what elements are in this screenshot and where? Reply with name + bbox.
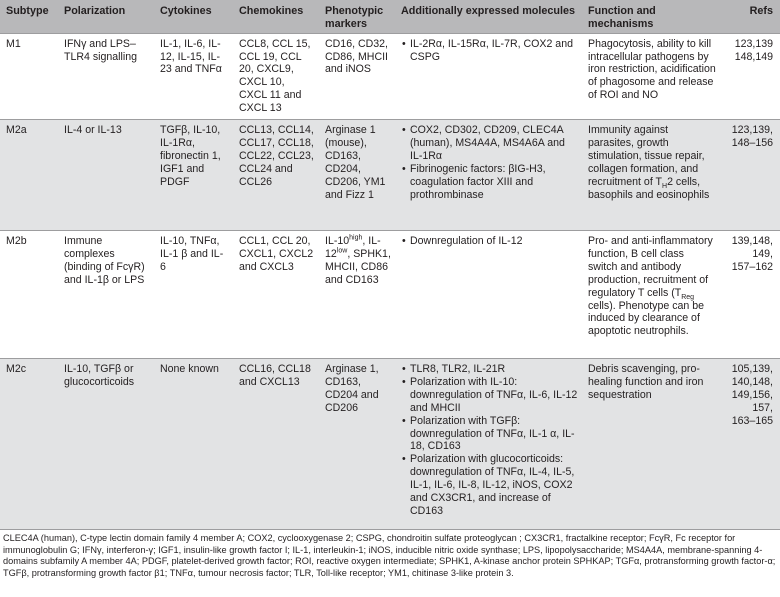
chemokines-cell: CCL16, CCL18 and CXCL13 (233, 359, 319, 530)
molecule-bullet: • Polarization with IL-10: downregulation of TNFα, IL-6, IL-12 and MHCII (401, 376, 578, 415)
cytokines-cell: None known (154, 359, 233, 530)
header-refs: Refs (749, 5, 773, 17)
marker-il12-sup: low (336, 247, 348, 255)
table-row-m2b (0, 231, 780, 359)
molecule-bullet: • Downregulation of IL-12 (401, 235, 578, 248)
function-cell (582, 120, 720, 231)
marker-il10-sup: high (349, 234, 363, 242)
refs-cell: 123,139 148,149 (720, 33, 780, 119)
header-molecules: Additionally expressed molecules (401, 5, 576, 17)
molecule-bullet: • Polarization with glucocorticoids: downregulation of TNFα, IL-4, IL-5, IL-1, IL-6, IL-8, IL-12, iNOS, COX2 and CX3CR1, and increase of CD163 (401, 453, 578, 518)
polarization-cell: IL-4 or IL-13 (58, 120, 154, 231)
function-text: Pro- and anti-inflammatory function, B cell class switch and antibody production, recruitment of regulatory T cells (T (588, 235, 713, 299)
molecules-cell (395, 120, 582, 231)
function-text-end: 2 cells, basophils and eosinophils (588, 175, 710, 201)
molecules-cell (395, 33, 582, 119)
function-text: Immunity against parasites, growth stimulation, tissue repair, collagen formation, and recruitment of T (588, 124, 705, 188)
header-chemokines: Chemokines (239, 5, 304, 17)
chemokines-cell: CCL8, CCL 15, CCL 19, CCL 20, CXCL9, CXCL 10, CXCL 11 and CXCL 13 (233, 33, 319, 119)
function-cell: Debris scavenging, pro-healing function and iron sequestration (582, 359, 720, 530)
table-bottom-rule (0, 529, 780, 530)
subtype-cell: M2c (0, 359, 58, 530)
marker-il10: IL-10 (325, 235, 350, 248)
header-cytokines: Cytokines (160, 5, 212, 17)
markers-cell: $IL-10^{high}$, $IL-12^{low}$, SPHK1, MHCII, CD86 and CD163 (319, 231, 395, 359)
header-row (0, 0, 780, 33)
marker-rest: SPHK1, MHCII, CD86 and CD163 (325, 247, 391, 286)
marker-il12: IL-12 (325, 235, 381, 260)
function-subscript: H (662, 182, 668, 190)
polarization-cell: Immune complexes (binding of FcγR) and IL-1β or LPS (58, 231, 154, 359)
cytokines-cell: IL-1, IL-6, IL-12, IL-15, IL-23 and TNFα (154, 33, 233, 119)
cytokines-cell: IL-10, TNFα, IL-1 β and IL-6 (154, 231, 233, 359)
subtype-cell: M2b (0, 231, 58, 359)
function-text-end: cells). Phenotype can be induced by clearance of apoptotic neutrophils. (588, 299, 705, 338)
table-footnote: CLEC4A (human), C-type lectin domain family 4 member A; COX2, cyclooxygenase 2; CSPG, chondroitin sulfate proteoglycan ; CX3CR1, fractalkine receptor; FcγR, Fc receptor for immunoglobulin G; IFNγ, interferon-γ; IGF1, insulin-like growth factor I; IL-1, interleukin-1; iNOS, inducible nitric oxide synthase; LPS, lipopolysaccharide; MS4A4A, membrane-spanning 4-domains subfamily A member 4A; PDGF, platelet-derived growth factor; ROI, reactive oxygen intermediate; SPHK1, A-kinase anchor protein SPHKAP; TGFα, protransforming growth factor-α; TGFβ, protransforming growth factor β1; TNFα, tumour necrosis factor; TLR, Toll-like receptor; YM1, chitinase 3-like protein 3. (3, 533, 776, 578)
chemokines-cell: CCL1, CCL 20, CXCL1, CXCL2 and CXCL3 (233, 231, 319, 359)
molecule-bullet: • COX2, CD302, CD209, CLEC4A (human), MS4A4A, MS4A6A and IL-1Rα (401, 124, 578, 163)
molecules-cell (395, 231, 582, 359)
molecule-bullet: • Polarization with TGFβ: downregulation of TNFα, IL-1 α, IL-18, CD163 (401, 415, 578, 454)
molecule-bullet: • TLR8, TLR2, IL-21R (401, 363, 578, 376)
refs-cell: 105,139, 140,148, 149,156, 157, 163–165 (720, 359, 780, 530)
molecule-bullet: • Fibrinogenic factors: βIG-H3, coagulation factor XIII and prothrombinase (401, 163, 578, 202)
table-row-m1 (0, 33, 780, 119)
chemokines-cell: CCL13, CCL14, CCL17, CCL18, CCL22, CCL23, CCL24 and CCL26 (233, 120, 319, 231)
markers-cell: CD16, CD32, CD86, MHCII and iNOS (319, 33, 395, 119)
header-subtype: Subtype (6, 5, 49, 17)
subtype-cell: M2a (0, 120, 58, 231)
markers-cell: Arginase 1, CD163, CD204 and CD206 (319, 359, 395, 530)
molecules-cell (395, 359, 582, 530)
markers-cell: Arginase 1 (mouse), CD163, CD204, CD206, YM1 and Fizz 1 (319, 120, 395, 231)
function-cell: Phagocytosis, ability to kill intracellular pathogens by iron restriction, acidification of phagosome and release of ROI and NO (582, 33, 720, 119)
function-subscript: Reg (681, 293, 695, 301)
header-polarization: Polarization (64, 5, 126, 17)
polarization-cell: IL-10, TGFβ or glucocorticoids (58, 359, 154, 530)
table-row-m2c (0, 359, 780, 530)
table-row-m2a (0, 120, 780, 231)
refs-cell: 123,139, 148–156 (720, 120, 780, 231)
refs-cell: 139,148, 149, 157–162 (720, 231, 780, 359)
cytokines-cell: TGFβ, IL-10, IL-1Rα, fibronectin 1, IGF1 and PDGF (154, 120, 233, 231)
function-cell (582, 231, 720, 359)
header-function: Function and mechanisms (588, 5, 656, 30)
subtype-cell: M1 (0, 33, 58, 119)
polarization-cell: IFNγ and LPS–TLR4 signalling (58, 33, 154, 119)
molecule-bullet: • IL-2Rα, IL-15Rα, IL-7R, COX2 and CSPG (401, 38, 578, 64)
header-markers: Phenotypic markers (325, 5, 384, 30)
